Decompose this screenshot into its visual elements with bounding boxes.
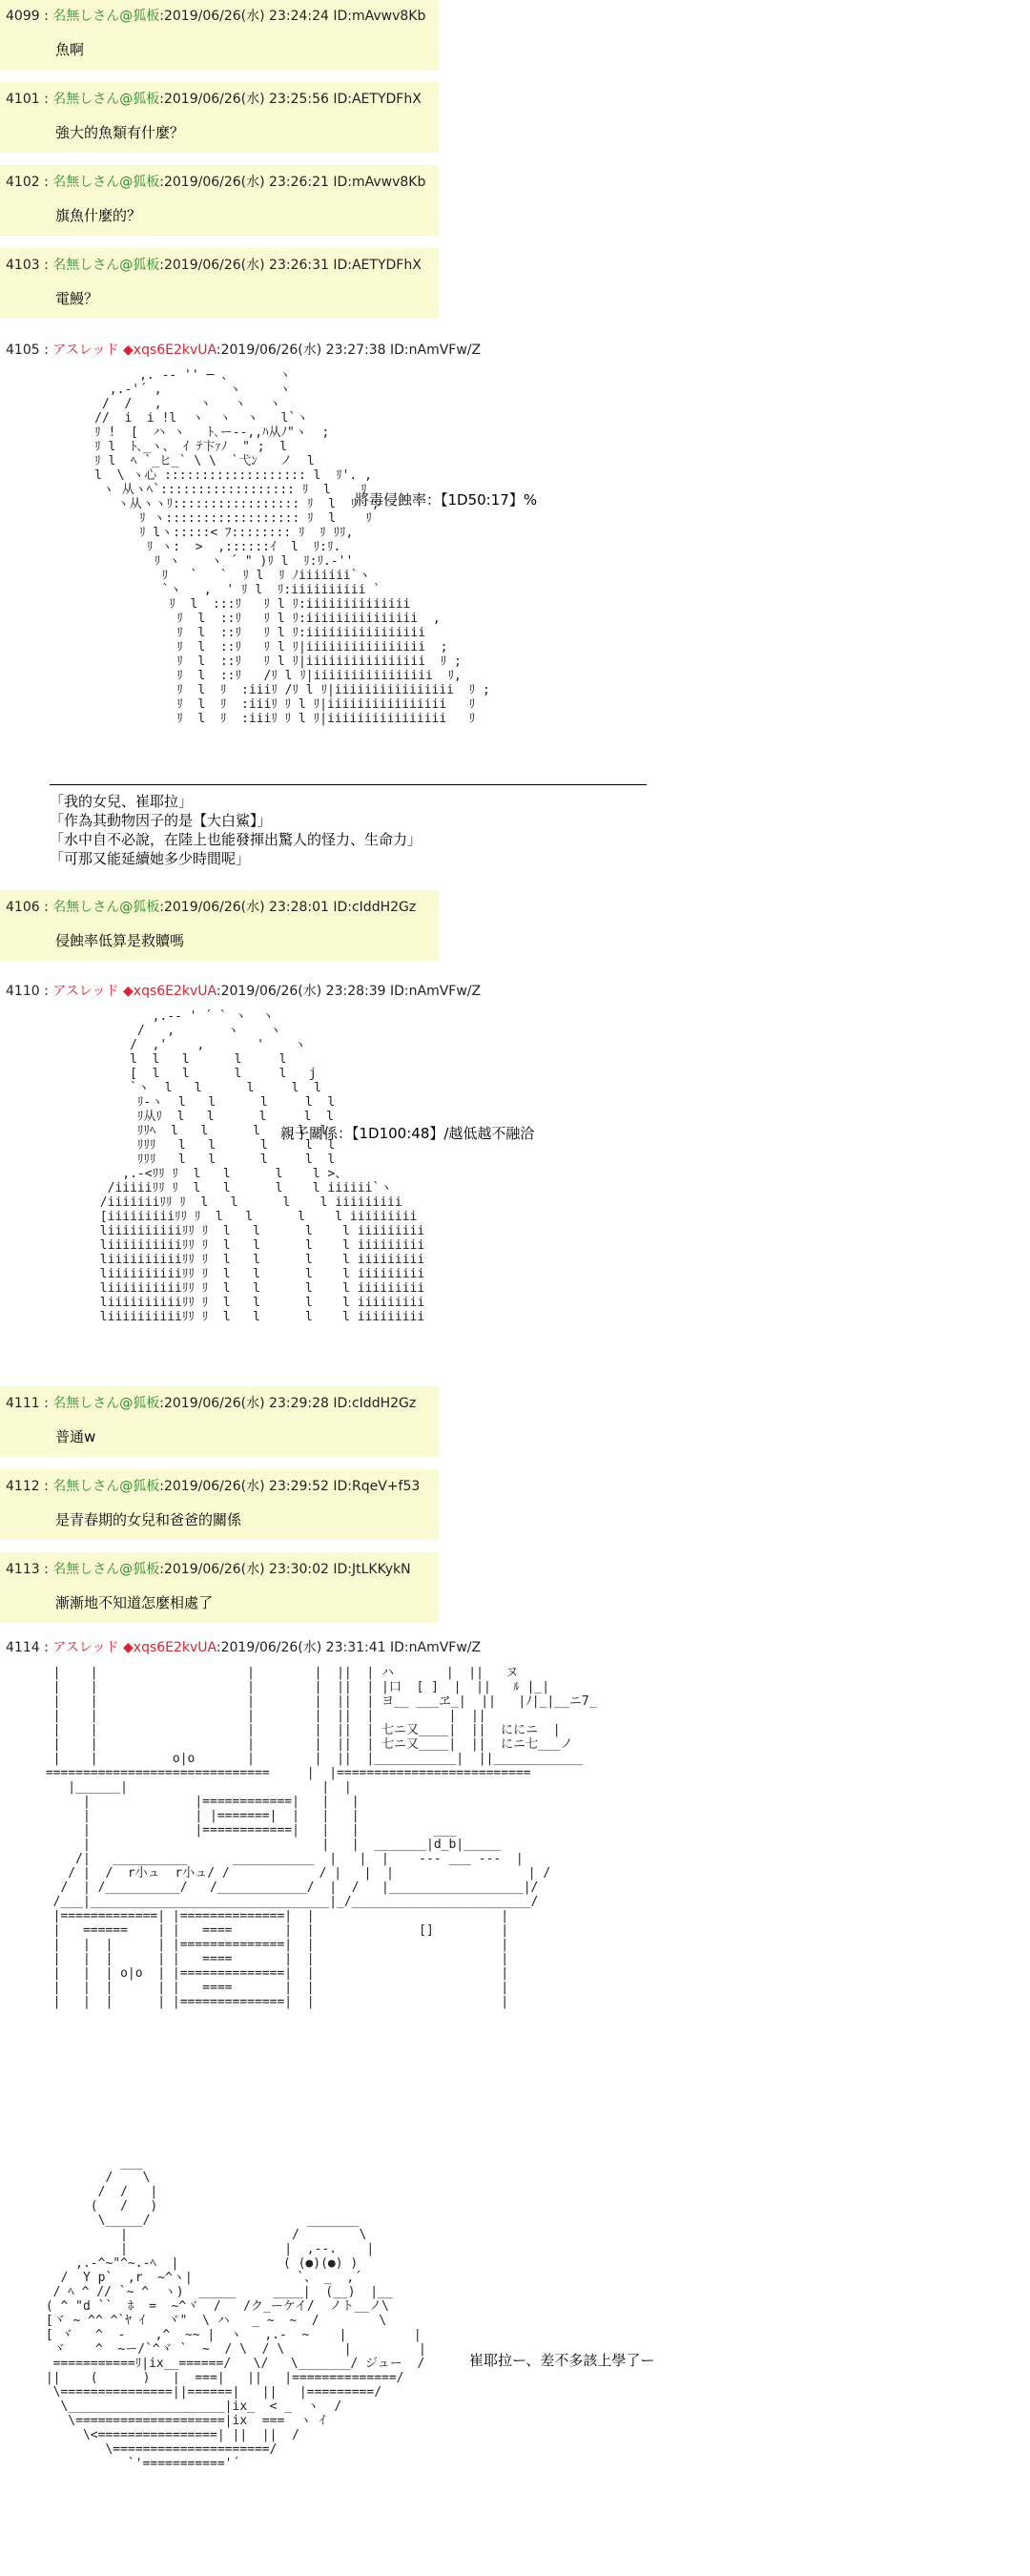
poison-erosion-label: 將毒侵蝕率：【1D50:17】%	[355, 491, 538, 509]
post-header	[6, 8, 425, 25]
post-meta: :2019/06/26(水) 23:27:38 ID:nAmVFw/Z	[216, 343, 482, 358]
post-number: 4099 :	[6, 9, 49, 24]
post-body: 強大的魚類有什麼？	[55, 124, 185, 141]
post-meta: :2019/06/26(水) 23:29:28 ID:cIddH2Gz	[159, 1396, 417, 1411]
trip-code: ◆xqs6E2kvUA	[123, 1640, 216, 1655]
post-header	[6, 899, 416, 916]
post-body: 侵蝕率低算是救贖嗎	[55, 932, 185, 949]
poster-name[interactable]: 名無しさん@狐板	[52, 1479, 160, 1494]
ascii-art-girl: ,. -‐ '' ─ 、 ヽ ,.‐'´ , ヽ ヽ / / , ヽ ヽ ヽ // i i !l ヽ ヽ ヽ l`ヽ ﾘ ! [ ハ ヽ ﾄ､ー--,,ﾊ从ﾉ"ヽ ; ﾘ l ﾄ､_ヽ、 ｲ ﾃ卞ｧﾉ " ; l ﾘ l ﾍ `_ヒ_` \ \ `弋ﾝ ノ l l \ ヽ心 ::::::::::::::::::: l ﾘ'. , ヽ 从ヽﾍ`:::::::::::::::::: ﾘ l ﾘ ヽ从ヽヽﾘ::::::::::::::::: ﾘ l ﾘ ; ﾘ ヽ:::::::::::::::::: ﾘ l ﾘ ﾘ lヽ:::::< ﾌ:::::::: ﾘ ﾘ ﾘﾘ, ﾘ ヽ: > ,::::::ｲ l ﾘ:ﾘ. ﾘ ヽ ヽ ´ " )ﾘ l ﾘ:ﾘ.-'' ﾘ ` ` ﾘ l ﾘ ﾉiiiiiii`ヽ `ヽ , ' ﾘ l ﾘ:iiiiiiiiii ` ﾘ l :::ﾘ ﾘ l ﾘ:iiiiiiiiiiiiii ﾘ l ::ﾘ ﾘ l ﾘ:iiiiiiiiiiiiiii , ﾘ l ::ﾘ ﾘ l ﾘ:iiiiiiiiiiiiiiii ﾘ l ::ﾘ ﾘ l ﾘ|iiiiiiiiiiiiiiii ; ﾘ l ::ﾘ ﾘ l ﾘ|iiiiiiiiiiiiiiii ﾘ ; ﾘ l ::ﾘ /ﾘ l ﾘ|iiiiiiiiiiiiiiii ﾘ, ﾘ l ﾘ :iiiﾘ /ﾘ l ﾘ|iiiiiiiiiiiiiiii ﾘ ; ﾘ l ﾘ :iiiﾘ ﾘ l ﾘ|iiiiiiiiiiiiiiii ﾘ ﾘ l ﾘ :iiiﾘ ﾘ l ﾘ|iiiiiiiiiiiiiiii ﾘ	[94, 368, 490, 726]
post-meta: :2019/06/26(水) 23:28:01 ID:cIddH2Gz	[159, 900, 417, 915]
divider	[50, 784, 647, 785]
ascii-art-kitchen: | | | | || | ハ | || ヌ | | | | || | |口 [ ] | || ﾙ |_| | | | | || | ヨ__ ___ヱ_| || |ﾉ|_|__ニ7_ | | | | || | | || | | | | || | 七ニ又____| || ににニ | | | | | || | 七ニ又____| || にニ七___ノ | | o|o | | || |___________| ||____________ ============================== | |========================== |______| | | | |============| | | | | |=======| | | | | |============| | | ___ | | | _______|d_b|_____ /| __________ ___________ | | | --- ___ --- | / | / r小ュ r小ュ/ / / | | | | / / | /__________/ /____________/ | / |__________________|/ /___|________________________________|_/________________________/ |=============| |==============| | | | ====== | | ==== | | [] | | | | | |==============| | | | | | | | ==== | | | | | | o|o | |==============| | | | | | | | ==== | | | | | | | |==============| | |	[45, 1666, 597, 2009]
post-header	[6, 91, 422, 108]
poster-name[interactable]: 名無しさん@狐板	[52, 900, 160, 915]
dialogue-line: 「我的女兒、崔耶拉」	[50, 793, 194, 810]
post-header	[6, 342, 481, 359]
post-meta: :2019/06/26(水) 23:26:21 ID:mAvwv8Kb	[159, 175, 426, 190]
poster-name[interactable]: 名無しさん@狐板	[52, 9, 160, 24]
dialogue-line: 「水中自不必說，在陸上也能發揮出驚人的怪力、生命力」	[50, 831, 422, 848]
post-header	[6, 1639, 481, 1656]
poster-name[interactable]: 名無しさん@狐板	[52, 92, 160, 107]
ascii-art-family: ___ / \ / / | ( / ) \_____/ _______ | / \ | | ,--. | ,.-^~"^~.-ﾍ | ( (●)(●) ) / Y p` ,r ~^ヽ| `、 _ ,´ / ﾍ ^ // `~ ^ ヽ) _____ ____| (__) |__ ( ^ "d `` ﾎ = ~^ヾ / /ク_ーケイ/ ノト__ノ\ [ヾ ~ ^^ ^`ﾔ ｲ ヾ" \ ハ _ ~ ~ / \ [ ヾ ^ ‐ ,^ ~~ | ヽ ,.- ~ | | ヾ ^ ~ー/`^ヾ ` ~ / \ / \ | | ===========ﾘ|ix__======/ \/ \_______/ ジュー / || ( ) | ===| || |==============/ \===============||======| || |=========/ \_____________________|ix_ < _ ヽ / \====================|ix === ヽ ｲ \<================| || || / \=====================/ `'==========='´	[45, 2156, 426, 2471]
post-number: 4110 :	[6, 984, 49, 999]
post-number: 4102 :	[6, 175, 49, 190]
call-out-label: 崔耶拉ー、差不多該上學了ー	[469, 2352, 655, 2369]
post-header	[6, 1395, 416, 1412]
post-meta: :2019/06/26(水) 23:28:39 ID:nAmVFw/Z	[216, 984, 482, 999]
poster-name[interactable]: 名無しさん@狐板	[52, 1562, 160, 1577]
trip-code: ◆xqs6E2kvUA	[123, 984, 216, 999]
post-header	[6, 1561, 411, 1578]
post-number: 4112 :	[6, 1479, 49, 1494]
post-number: 4111 :	[6, 1396, 49, 1411]
post-body: 電鰻？	[55, 290, 99, 307]
post-number: 4106 :	[6, 900, 49, 915]
post-header	[6, 174, 425, 191]
poster-name[interactable]: アスレッド	[52, 343, 119, 358]
poster-name[interactable]: 名無しさん@狐板	[52, 175, 160, 190]
post-header	[6, 257, 422, 274]
poster-name[interactable]: アスレッド	[52, 984, 119, 999]
post-meta: :2019/06/26(水) 23:26:31 ID:AETYDFhX	[159, 258, 422, 273]
post-meta: :2019/06/26(水) 23:25:56 ID:AETYDFhX	[159, 92, 422, 107]
post-number: 4103 :	[6, 258, 49, 273]
post-body: 魚啊	[55, 41, 85, 58]
post-body: 旗魚什麼的？	[55, 207, 142, 224]
post-number: 4101 :	[6, 92, 49, 107]
dialogue-block	[50, 792, 422, 868]
post-number: 4113 :	[6, 1562, 49, 1577]
post-meta: :2019/06/26(水) 23:30:02 ID:JtLKKykN	[159, 1562, 411, 1577]
post-number: 4114 :	[6, 1640, 49, 1655]
post-header	[6, 1478, 420, 1495]
ascii-art-back: ,.-‐ ' ´ ` ヽ ヽ / , ヽ ヽ / ,' , ' ヽ l l l l l [ l l l l j `ヽ l l l l l ﾘ-ヽ l l l l l ﾘ从ﾘ l l l l l ﾘﾘﾍ l l l l l ﾘﾘﾘ l l l l l ﾘﾘﾘ l l l l l ,.-<ﾘﾘ ﾘ l l l l >、 /iiiiiﾘﾘ ﾘ l l l l iiiiii`ヽ /iiiiiiiﾘﾘ ﾘ l l l l iiiiiiiii [iiiiiiiiiﾘﾘ ﾘ l l l l iiiiiiiii liiiiiiiiiiﾘﾘ ﾘ l l l l iiiiiiiii liiiiiiiiiiﾘﾘ ﾘ l l l l iiiiiiiii liiiiiiiiiiﾘﾘ ﾘ l l l l iiiiiiiii liiiiiiiiiiﾘﾘ ﾘ l l l l iiiiiiiii liiiiiiiiiiﾘﾘ ﾘ l l l l iiiiiiiii liiiiiiiiiiﾘﾘ ﾘ l l l l iiiiiiiii liiiiiiiiiiﾘﾘ ﾘ l l l l iiiiiiiii	[99, 1009, 425, 1324]
post-meta: :2019/06/26(水) 23:31:41 ID:nAmVFw/Z	[216, 1640, 482, 1655]
trip-code: ◆xqs6E2kvUA	[123, 343, 216, 358]
poster-name[interactable]: 名無しさん@狐板	[52, 1396, 160, 1411]
poster-name[interactable]: 名無しさん@狐板	[52, 258, 160, 273]
post-header	[6, 983, 481, 1000]
poster-name[interactable]: アスレッド	[52, 1640, 119, 1655]
post-meta: :2019/06/26(水) 23:24:24 ID:mAvwv8Kb	[159, 9, 426, 24]
post-body: 漸漸地不知道怎麼相處了	[55, 1594, 214, 1611]
post-meta: :2019/06/26(水) 23:29:52 ID:RqeV+f53	[159, 1479, 421, 1494]
post-number: 4105 :	[6, 343, 49, 358]
post-body: 是青春期的女兒和爸爸的關係	[55, 1511, 242, 1528]
post-body: 普通w	[55, 1428, 96, 1445]
parent-child-label: 親子關係：【1D100:48】/越低越不融洽	[280, 1125, 535, 1142]
dialogue-line: 「作為其動物因子的是【大白鯊】」	[50, 812, 272, 829]
dialogue-line: 「可那又能延續她多少時間呢」	[50, 850, 251, 867]
